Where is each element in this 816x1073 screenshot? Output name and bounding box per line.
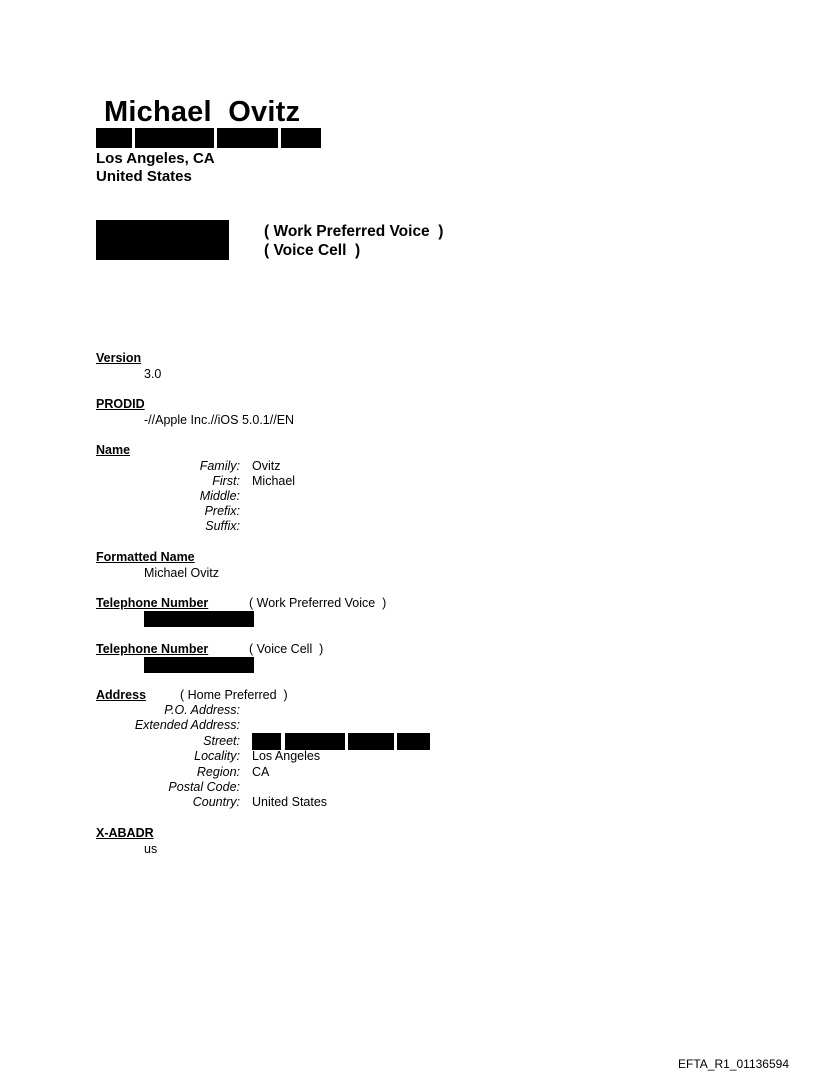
name-first-value: Michael <box>252 474 296 488</box>
address-region-label: Region: <box>196 765 240 779</box>
prodid-value: -//Apple Inc.//iOS 5.0.1//EN <box>144 413 295 427</box>
address-postal-label: Postal Code: <box>168 780 240 794</box>
name-suffix-label: Suffix: <box>205 519 240 533</box>
name-first-label: First: <box>212 474 240 488</box>
telephone-type: ( Work Preferred Voice ) <box>249 596 387 610</box>
name-family-value: Ovitz <box>252 459 281 473</box>
telephone-type: ( Voice Cell ) <box>249 642 324 656</box>
name-family-label: Family: <box>199 459 240 473</box>
formatted-name-value: Michael Ovitz <box>144 566 220 580</box>
address-locality-label: Locality: <box>194 749 240 763</box>
document-id: EFTA_R1_01136594 <box>678 1057 789 1071</box>
telephone-heading: Telephone Number <box>96 642 209 656</box>
name-heading: Name <box>96 443 131 457</box>
version-heading: Version <box>96 351 142 365</box>
address-po-label: P.O. Address: <box>164 703 240 717</box>
header-phone-label-cell: ( Voice Cell ) <box>264 242 361 259</box>
name-prefix-label: Prefix: <box>204 504 240 518</box>
contact-name-title: Michael Ovitz <box>104 96 301 128</box>
address-region-value: CA <box>252 765 270 779</box>
xabadr-value: us <box>144 842 158 856</box>
header-address-country: United States <box>96 168 192 185</box>
prodid-heading: PRODID <box>96 397 145 411</box>
address-country-label: Country: <box>192 795 240 809</box>
version-value: 3.0 <box>144 367 162 381</box>
address-locality-value: Los Angeles <box>252 749 321 763</box>
redacted-header-phones <box>96 220 229 260</box>
address-street-label: Street: <box>203 734 240 748</box>
redacted-telephone-number <box>144 611 254 627</box>
xabadr-heading: X-ABADR <box>96 826 154 840</box>
redacted-telephone-number <box>144 657 254 673</box>
address-type: ( Home Preferred ) <box>180 688 288 702</box>
telephone-heading: Telephone Number <box>96 596 209 610</box>
address-heading: Address <box>96 688 147 702</box>
header-address-city: Los Angeles, CA <box>96 150 215 167</box>
header-phone-label-work: ( Work Preferred Voice ) <box>264 223 444 240</box>
name-middle-label: Middle: <box>199 489 240 503</box>
formatted-name-heading: Formatted Name <box>96 550 195 564</box>
address-extended-label: Extended Address: <box>134 718 240 732</box>
address-country-value: United States <box>252 795 328 809</box>
